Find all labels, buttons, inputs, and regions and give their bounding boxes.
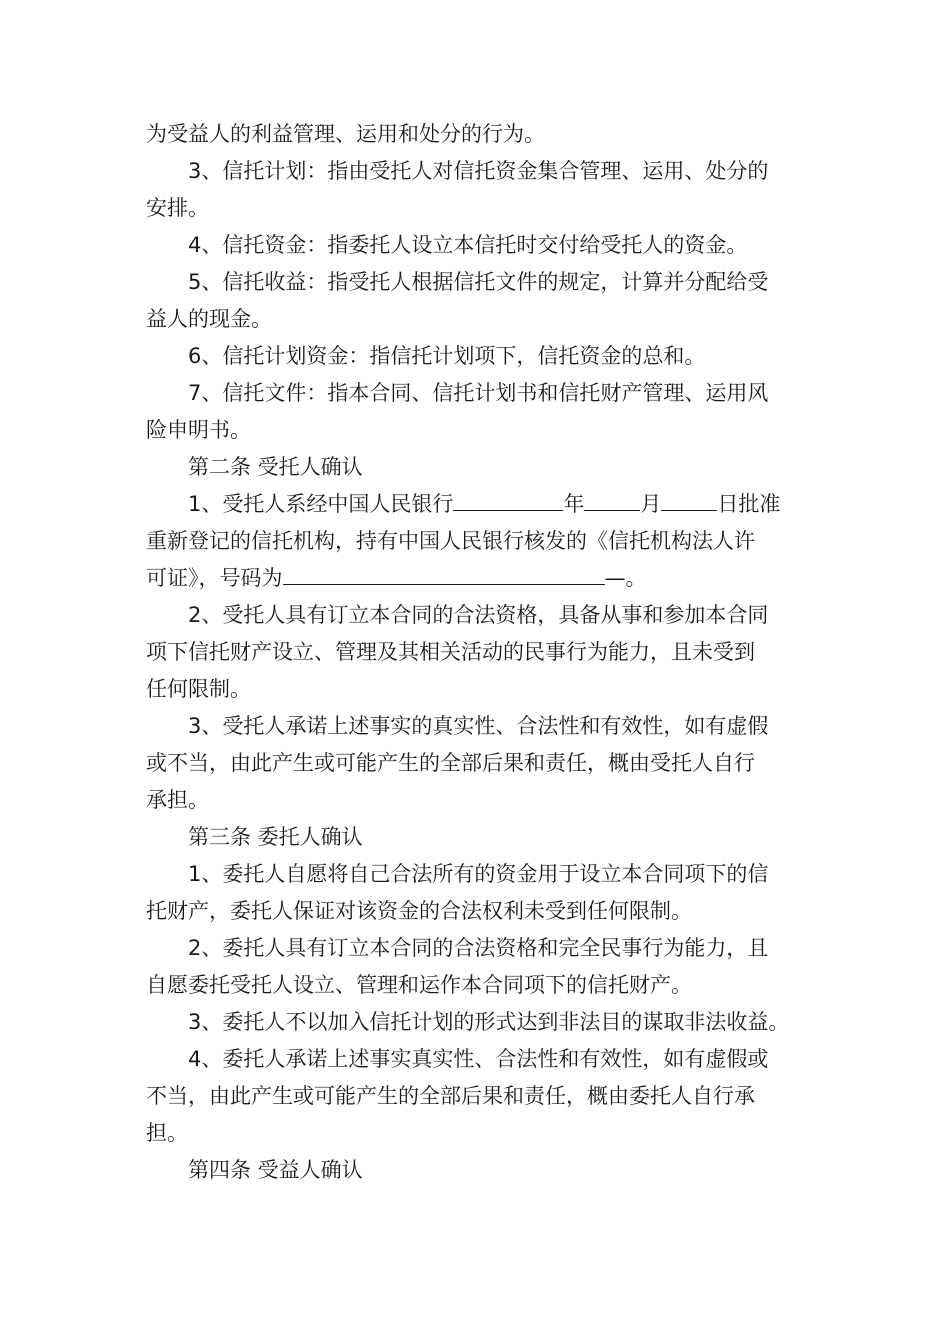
text-line: 任何限制。 xyxy=(146,677,251,701)
approval-suffix: 日批准 xyxy=(717,492,781,516)
settlor-warranty-clause: 4、委托人承诺上述事实真实性、合法性和有效性，如有虚假或 xyxy=(188,1047,769,1071)
settlor-capacity-clause: 2、委托人具有订立本合同的合法资格和完全民事行为能力，且 xyxy=(188,936,769,960)
text-line: 自愿委托受托人设立、管理和运作本合同项下的信托财产。 xyxy=(146,973,692,997)
license-line xyxy=(146,560,816,597)
settlor-legality-clause: 3、委托人不以加入信托计划的形式达到非法目的谋取非法收益。 xyxy=(188,1010,790,1034)
approval-day-blank[interactable] xyxy=(661,488,717,511)
definition-trust-plan: 3、信托计划：指由受托人对信托资金集合管理、运用、处分的 xyxy=(188,159,769,183)
text-line: 或不当，由此产生或可能产生的全部后果和责任，概由受托人自行 xyxy=(146,751,755,775)
settlor-funds-clause: 1、委托人自愿将自己合法所有的资金用于设立本合同项下的信 xyxy=(188,862,769,886)
article-3-heading: 第三条 委托人确认 xyxy=(188,825,363,849)
text-line: 承担。 xyxy=(146,788,209,812)
text-line: 不当，由此产生或可能产生的全部后果和责任，概由委托人自行承 xyxy=(146,1084,755,1108)
text-line: 托财产，委托人保证对该资金的合法权利未受到任何限制。 xyxy=(146,899,692,923)
approval-month-blank[interactable] xyxy=(584,488,640,511)
license-suffix: —。 xyxy=(604,566,647,590)
text-line: 益人的现金。 xyxy=(146,307,272,331)
text-line: 重新登记的信托机构，持有中国人民银行核发的《信托机构法人许 xyxy=(146,529,755,553)
document-body xyxy=(146,116,816,1189)
text-line: 为受益人的利益管理、运用和处分的行为。 xyxy=(146,122,545,146)
month-label: 月 xyxy=(640,492,662,516)
license-prefix: 可证》，号码为 xyxy=(146,566,283,590)
definition-trust-income: 5、信托收益：指受托人根据信托文件的规定，计算并分配给受 xyxy=(188,270,769,294)
definition-trust-documents: 7、信托文件：指本合同、信托计划书和信托财产管理、运用风 xyxy=(188,381,769,405)
article-2-heading: 第二条 受托人确认 xyxy=(188,455,363,479)
text-line: 担。 xyxy=(146,1121,188,1145)
license-number-blank[interactable] xyxy=(283,562,605,585)
approval-year-blank[interactable] xyxy=(453,488,563,511)
approval-line xyxy=(146,486,816,523)
text-line: 安排。 xyxy=(146,196,209,220)
year-label: 年 xyxy=(563,492,585,516)
article-4-heading: 第四条 受益人确认 xyxy=(188,1158,363,1182)
text-line: 险申明书。 xyxy=(146,418,251,442)
definition-trust-funds: 4、信托资金：指委托人设立本信托时交付给受托人的资金。 xyxy=(188,233,748,257)
text-line: 项下信托财产设立、管理及其相关活动的民事行为能力，且未受到 xyxy=(146,640,755,664)
trustee-warranty-clause: 3、受托人承诺上述事实的真实性、合法性和有效性，如有虚假 xyxy=(188,714,769,738)
trustee-capacity-clause: 2、受托人具有订立本合同的合法资格，具备从事和参加本合同 xyxy=(188,603,769,627)
approval-prefix: 1、受托人系经中国人民银行 xyxy=(188,492,454,516)
definition-plan-funds: 6、信托计划资金：指信托计划项下，信托资金的总和。 xyxy=(188,344,706,368)
